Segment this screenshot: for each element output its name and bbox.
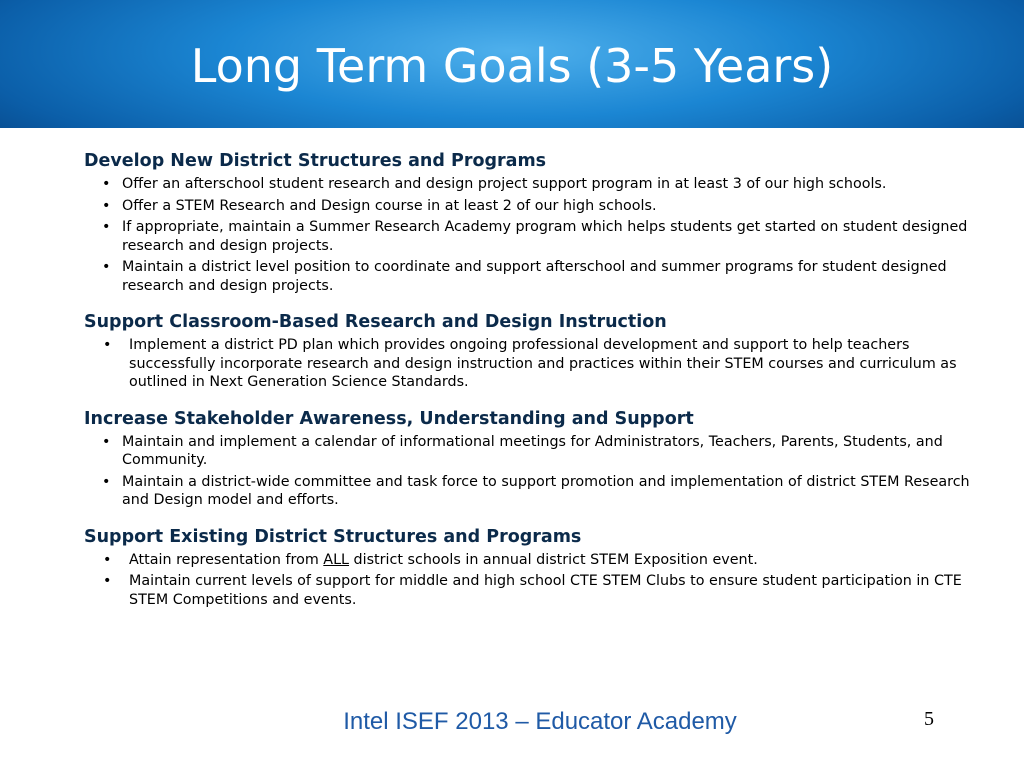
page-number: 5 xyxy=(924,708,934,730)
bullet-item: • Attain representation from ALL district schools in annual district STEM Exposition event. xyxy=(103,551,758,568)
section-stakeholder-awareness xyxy=(84,408,984,510)
bullet-item: • Offer an afterschool student research and design project support program in at least 3 of our high schools. xyxy=(102,176,887,192)
section-title: Support Existing District Structures and Programs xyxy=(84,526,582,547)
bullet-icon: • xyxy=(102,473,111,490)
bullet-icon: • xyxy=(103,573,112,589)
bullet-item: • Maintain current levels of support for middle and high school CTE STEM Clubs to ensure student participation in CTE STEM Competitions and events. xyxy=(103,573,962,608)
bullet-item: • Maintain a district level position to coordinate and support afterschool and summer programs for student designed research and design projects. xyxy=(102,259,947,294)
slide-title: Long Term Goals (3-5 Years) xyxy=(190,39,834,93)
section-title: Develop New District Structures and Programs xyxy=(84,151,547,171)
bullet-item: • Maintain a district-wide committee and task force to support promotion and implementation of district STEM Research and Design model and efforts. xyxy=(102,473,970,508)
underlined-all: ALL xyxy=(323,551,350,568)
bullet-icon: • xyxy=(103,337,112,353)
bullet-item: • If appropriate, maintain a Summer Research Academy program which helps students get started on student designed research and design projects. xyxy=(102,219,968,254)
bullet-icon: • xyxy=(103,551,112,568)
slide-header xyxy=(0,0,1024,128)
section-title: Support Classroom-Based Research and Design Instruction xyxy=(84,312,667,332)
section-title: Increase Stakeholder Awareness, Understanding and Support xyxy=(84,408,694,429)
bullet-icon: • xyxy=(102,219,111,235)
bullet-icon: • xyxy=(102,176,111,192)
section-develop-structures xyxy=(84,150,984,295)
bullet-icon: • xyxy=(102,259,111,275)
bullet-icon: • xyxy=(102,197,111,214)
slide-content xyxy=(84,150,984,625)
bullet-item: • Implement a district PD plan which provides ongoing professional development and support to help teachers successfully incorporate research and design instruction and practices within their STEM courses and curriculum as outlined in Next Generation Science Standards. xyxy=(103,337,957,390)
bullet-item: • Offer a STEM Research and Design course in at least 2 of our high schools. xyxy=(102,197,657,214)
bullet-icon: • xyxy=(102,433,111,450)
section-classroom-instruction xyxy=(84,311,984,392)
bullet-item: • Maintain and implement a calendar of informational meetings for Administrators, Teachers, Parents, Students, and Community. xyxy=(102,433,943,468)
section-existing-structures xyxy=(84,526,984,610)
slide-footer: Intel ISEF 2013 – Educator Academy xyxy=(343,708,737,735)
